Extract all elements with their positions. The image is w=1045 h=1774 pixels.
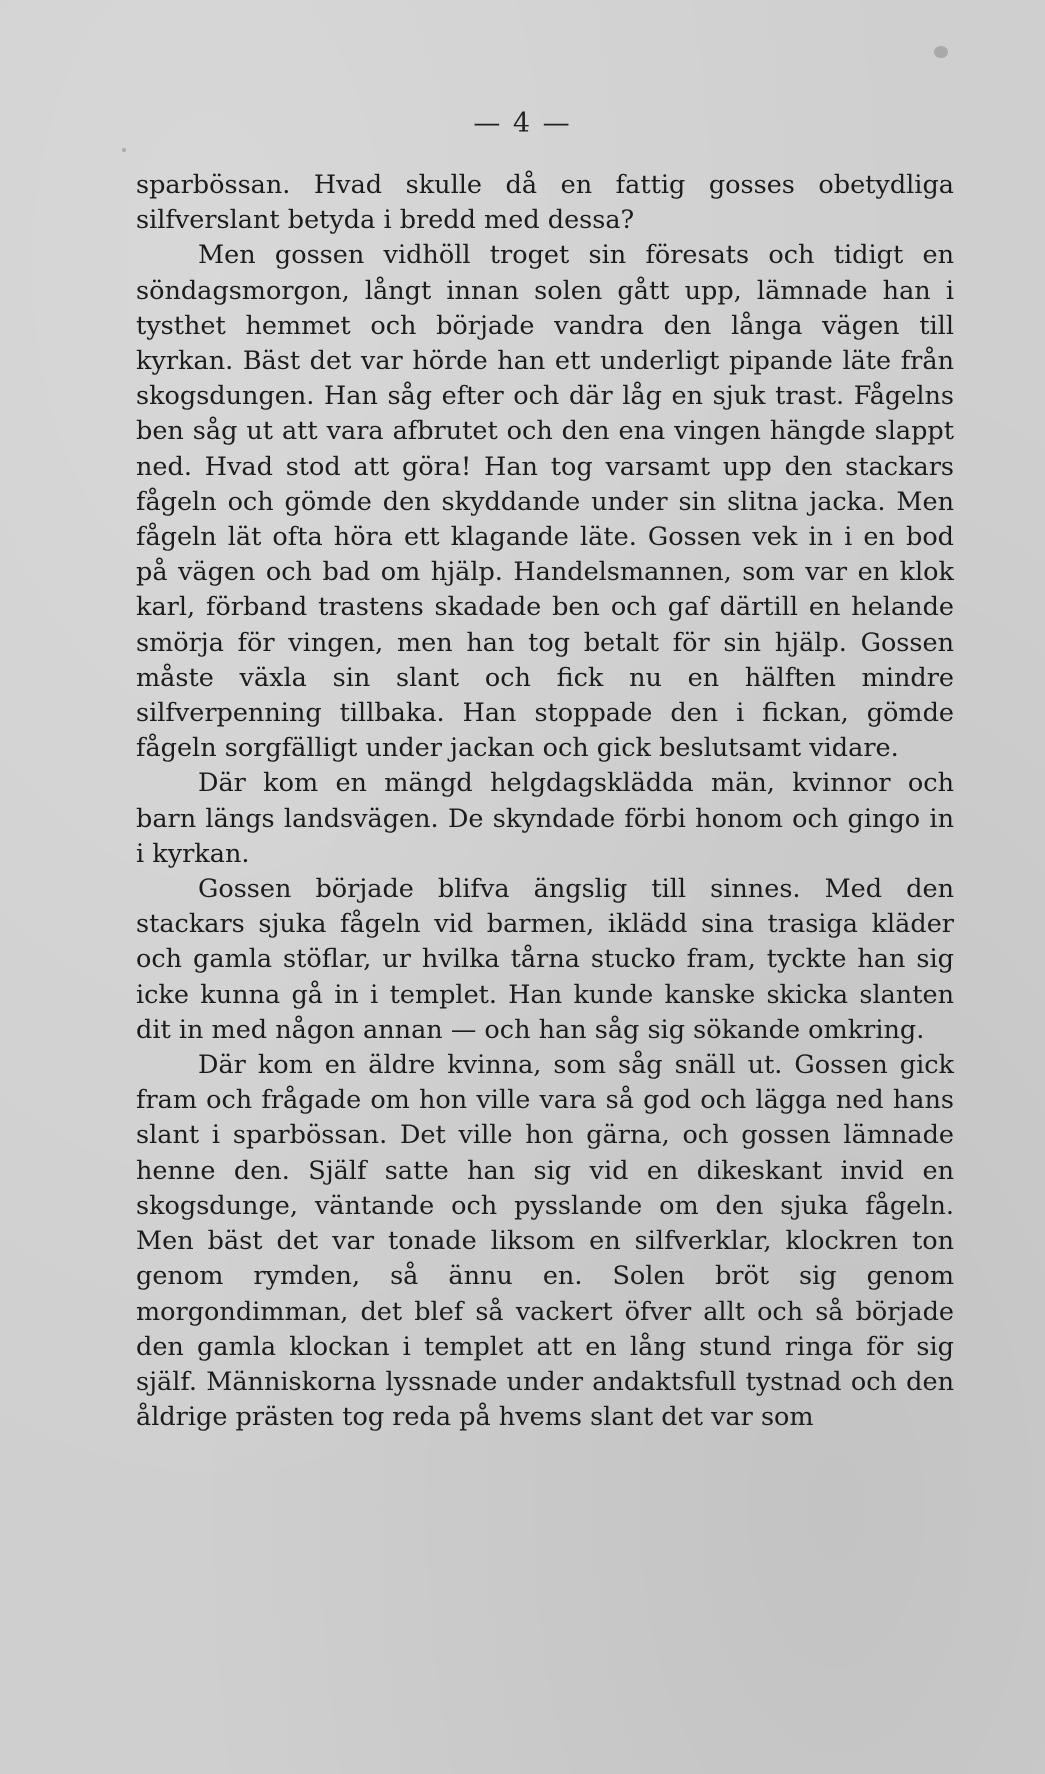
body-text [136,168,954,1435]
paper-speck [934,46,948,58]
paragraph: Där kom en äldre kvinna, som såg snäll ut. Gossen gick fram och frågade om hon ville vara så god och lägga ned hans slant i sparbössan. Det ville hon gärna, och gossen lämnade henne den. Själf satte han sig vid en dikeskant invid en skogsdunge, väntande och pysslande om den sjuka fågeln. Men bäst det var tonade liksom en silfverklar, klockren ton genom rymden, så ännu en. Solen bröt sig genom morgondimman, det blef så vackert öfver allt och så började den gamla klockan i templet att en lång stund ringa för sig själf. Människorna lyssnade under andaktsfull tystnad och den åldrige prästen tog reda på hvems slant det var som [136,1050,954,1433]
paragraph: Där kom en mängd helgdagsklädda män, kvinnor och barn längs landsvägen. De skyndade förbi honom och gingo in i kyrkan. [136,768,954,869]
paragraph: sparbössan. Hvad skulle då en fattig gosses obetydliga silfverslant betyda i bredd med dessa? [136,170,954,236]
paragraph: Men gossen vidhöll troget sin föresats och tidigt en söndagsmorgon, långt innan solen gått upp, lämnade han i tysthet hemmet och började vandra den långa vägen till kyrkan. Bäst det var hörde han ett underligt pipande läte från skogsdungen. Han såg efter och där låg en sjuk trast. Fågelns ben såg ut att vara afbrutet och den ena vingen hängde slappt ned. Hvad stod att göra! Han tog varsamt upp den stackars fågeln och gömde den skyddande under sin slitna jacka. Men fågeln lät ofta höra ett klagande läte. Gossen vek in i en bod på vägen och bad om hjälp. Handelsmannen, som var en klok karl, förband trastens skadade ben och gaf därtill en helande smörja för vingen, men han tog betalt för sin hjälp. Gossen måste växla sin slant och fick nu en hälften mindre silfverpenning tillbaka. Han stoppade den i fickan, gömde fågeln sorgfälligt under jackan och gick beslutsamt vidare. [136,240,954,764]
page-number: — 4 — [473,108,572,139]
paper-speck [122,148,126,152]
paragraph: Gossen började blifva ängslig till sinnes. Med den stackars sjuka fågeln vid barmen, iklädd sina trasiga kläder och gamla stöflar, ur hvilka tårna stucko fram, tyckte han sig icke kunna gå in i templet. Han kunde kanske skicka slanten dit in med någon annan — och han såg sig sökande omkring. [136,874,954,1045]
